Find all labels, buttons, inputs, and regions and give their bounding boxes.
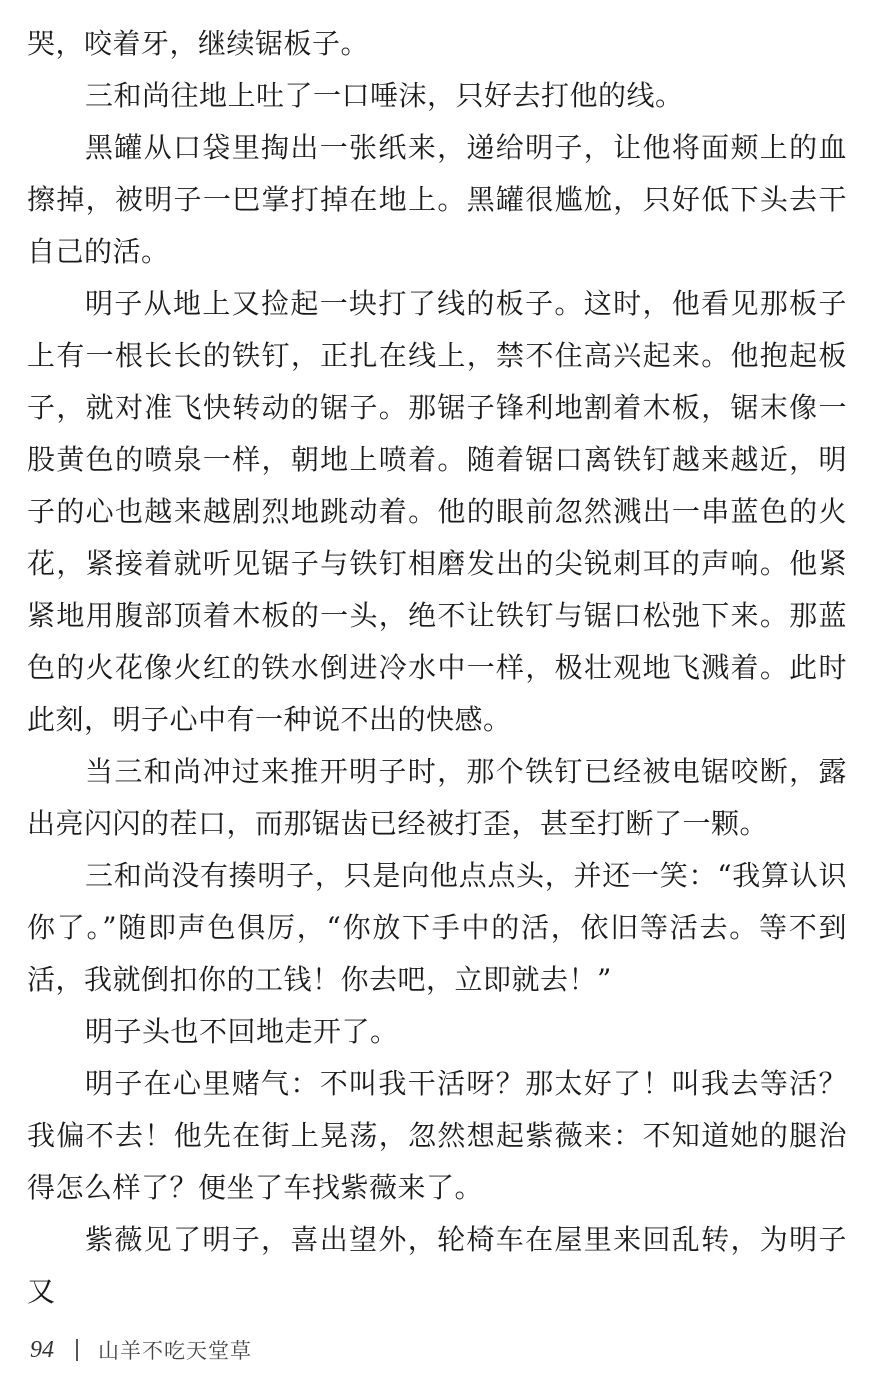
paragraph-5: 当三和尚冲过来推开明子时，那个铁钉已经被电锯咬断，露出亮闪闪的茬口，而那锯齿已经被打歪，甚至打断了一颗。 <box>27 755 847 840</box>
paragraph-3: 黑罐从口袋里掏出一张纸来，递给明子，让他将面颊上的血擦掉，被明子一巴掌打掉在地上。黑罐很尴尬，只好低下头去干自己的活。 <box>27 131 847 268</box>
paragraph-9: 紫薇见了明子，喜出望外，轮椅车在屋里来回乱转，为明子又 <box>27 1223 847 1308</box>
paragraph-6: 三和尚没有揍明子，只是向他点点头，并还一笑：“我算认识你了。”随即声色俱厉，“你放下手中的活，依旧等活去。等不到活，我就倒扣你的工钱！你去吧，立即就去！” <box>27 859 847 996</box>
body-text <box>27 18 847 1318</box>
page-number: 94 <box>30 1336 54 1363</box>
paragraph-7: 明子头也不回地走开了。 <box>85 1015 399 1048</box>
footer-divider <box>76 1339 78 1361</box>
paragraph-8: 明子在心里赌气：不叫我干活呀？那太好了！叫我去等活？我偏不去！他先在街上晃荡，忽然想起紫薇来：不知道她的腿治得怎么样了？便坐了车找紫薇来了。 <box>27 1067 847 1204</box>
paragraph-2: 三和尚往地上吐了一口唾沫，只好去打他的线。 <box>85 79 684 112</box>
paragraph-4: 明子从地上又捡起一块打了线的板子。这时，他看见那板子上有一根长长的铁钉，正扎在线上，禁不住高兴起来。他抱起板子，就对准飞快转动的锯子。那锯子锋利地割着木板，锯末像一股黄色的喷泉一样，朝地上喷着。随着锯口离铁钉越来越近，明子的心也越来越剧烈地跳动着。他的眼前忽然溅出一串蓝色的火花，紧接着就听见锯子与铁钉相磨发出的尖锐刺耳的声响。他紧紧地用腹部顶着木板的一头，绝不让铁钉与锯口松弛下来。那蓝色的火花像火红的铁水倒进冷水中一样，极壮观地飞溅着。此时此刻，明子心中有一种说不出的快感。 <box>27 287 847 736</box>
page-footer <box>30 1332 252 1368</box>
paragraph-1: 哭，咬着牙，继续锯板子。 <box>27 27 370 60</box>
running-title: 山羊不吃天堂草 <box>98 1340 252 1363</box>
